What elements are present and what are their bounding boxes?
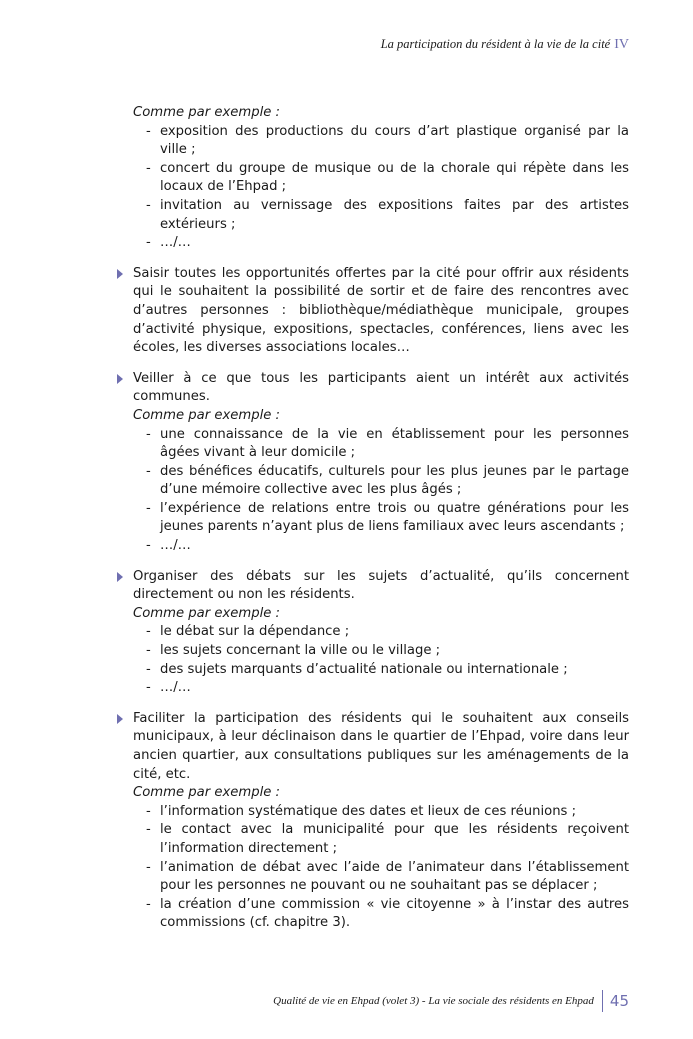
bullet-text: Saisir toutes les opportunités offertes par la cité pour offrir aux résidents qui le souhaitent la possibilité de sortir et de faire des rencontres avec d’autres personnes : bibliothèque/médiathèque municipale, groupes d’activité physique, expositions, spectacles, conférences, liens avec les écoles, les diverses associations locales…: [133, 265, 629, 356]
list-item: - …/…: [146, 234, 629, 253]
bullet-block-4: [115, 710, 629, 933]
examples-list: [133, 623, 629, 697]
bullet-block-1: [115, 265, 629, 358]
list-item: - …/…: [146, 537, 629, 556]
examples-list: [133, 803, 629, 933]
list-item: - le contact avec la municipalité pour que les résidents reçoivent l’information directement ;: [146, 821, 629, 858]
running-header: [381, 37, 629, 53]
footer-title: Qualité de vie en Ehpad (volet 3) - La vie sociale des résidents en Ehpad: [273, 995, 594, 1007]
page-number: 45: [609, 992, 629, 1010]
list-item: - la création d’une commission « vie citoyenne » à l’instar des autres commissions (cf. chapitre 3).: [146, 896, 629, 933]
list-item: - l’animation de débat avec l’aide de l’animateur dans l’établissement pour les personnes ne pouvant ou ne souhaitant pas se déplacer ;: [146, 859, 629, 896]
list-item: - des bénéfices éducatifs, culturels pour les plus jeunes par le partage d’une mémoire collective avec les plus âgés ;: [146, 463, 629, 500]
list-item: - invitation au vernissage des expositions faites par des artistes extérieurs ;: [146, 197, 629, 234]
list-item: - l’expérience de relations entre trois ou quatre générations pour les jeunes parents n’ayant plus de liens familiaux avec leurs ascendants ;: [146, 500, 629, 537]
examples-list: [133, 426, 629, 556]
list-item: - exposition des productions du cours d’art plastique organisé par la ville ;: [146, 123, 629, 160]
chapter-number: IV: [614, 37, 629, 52]
list-item: - des sujets marquants d’actualité nationale ou internationale ;: [146, 661, 629, 680]
bullet-block-2: [115, 370, 629, 556]
triangle-bullet-icon: [117, 269, 123, 279]
list-item: - …/…: [146, 679, 629, 698]
examples-label: Comme par exemple :: [133, 785, 281, 801]
page-footer: [273, 990, 629, 1012]
page-content: [115, 104, 629, 933]
bullet-text: Veiller à ce que tous les participants aient un intérêt aux activités communes.: [133, 370, 629, 405]
list-item: - le débat sur la dépendance ;: [146, 623, 629, 642]
header-title: La participation du résident à la vie de la cité: [380, 37, 611, 51]
bullet-block-3: [115, 568, 629, 698]
list-item: - l’information systématique des dates et lieux de ces réunions ;: [146, 803, 629, 822]
examples-label: Comme par exemple :: [133, 407, 281, 423]
list-item: - les sujets concernant la ville ou le village ;: [146, 642, 629, 661]
intro-examples: [115, 104, 629, 253]
examples-list: [115, 123, 629, 253]
bullet-text: Organiser des débats sur les sujets d’actualité, qu’ils concernent directement ou non les résidents.: [133, 568, 629, 603]
list-item: - concert du groupe de musique ou de la chorale qui répète dans les locaux de l’Ehpad ;: [146, 160, 629, 197]
list-item: - une connaissance de la vie en établissement pour les personnes âgées vivant à leur domicile ;: [146, 426, 629, 463]
triangle-bullet-icon: [117, 572, 123, 582]
triangle-bullet-icon: [117, 714, 123, 724]
bullet-text: Faciliter la participation des résidents qui le souhaitent aux conseils municipaux, à leur déclinaison dans le quartier de l’Ehpad, voire dans leur ancien quartier, aux consultations publiques sur les aménagements de la cité, etc.: [133, 710, 629, 782]
triangle-bullet-icon: [117, 374, 123, 384]
examples-label: Comme par exemple :: [133, 105, 281, 120]
examples-label: Comme par exemple :: [133, 605, 281, 621]
